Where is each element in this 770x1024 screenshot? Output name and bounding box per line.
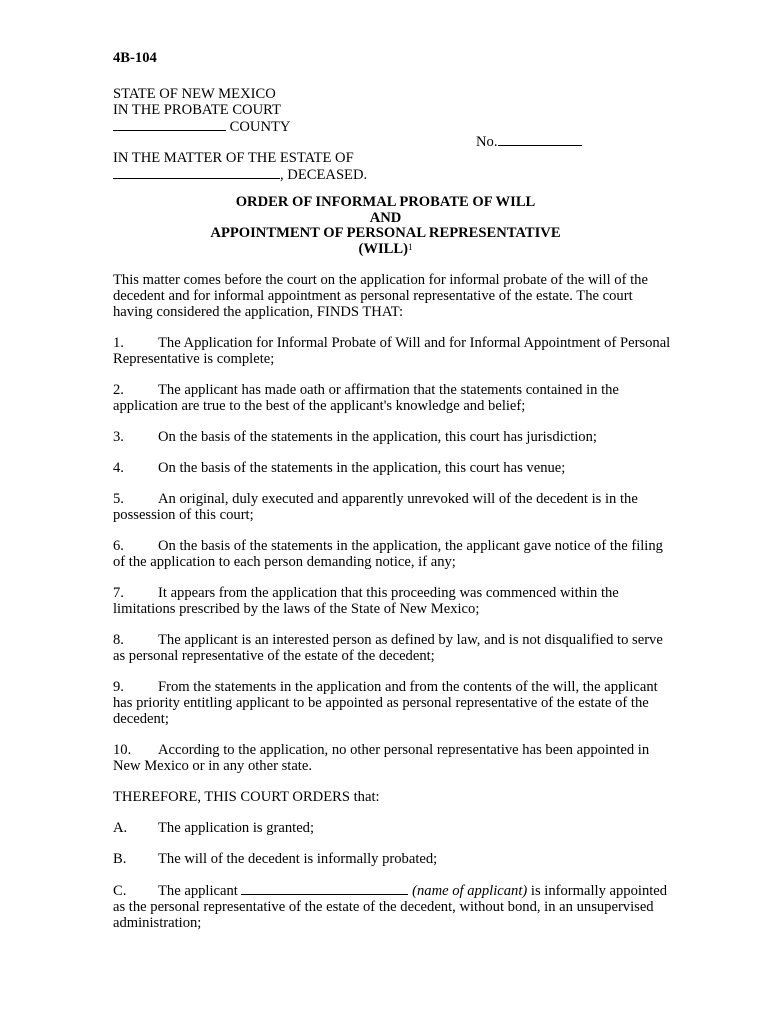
title-line-3: APPOINTMENT OF PERSONAL REPRESENTATIVE bbox=[210, 225, 561, 241]
form-number: 4B-104 bbox=[113, 50, 157, 66]
order-item bbox=[113, 882, 673, 931]
order-text: The will of the decedent is informally probated; bbox=[158, 851, 438, 867]
order-letter: A. bbox=[113, 820, 128, 836]
finding-item bbox=[113, 585, 673, 617]
title-will: (WILL) bbox=[358, 240, 408, 257]
finding-number: 4. bbox=[113, 460, 124, 476]
orders-heading: THEREFORE, THIS COURT ORDERS that: bbox=[113, 789, 380, 805]
deceased-label: , DECEASED. bbox=[280, 167, 368, 183]
finding-text: The applicant is an interested person as defined by law, and is not disqualified to serve as personal representative of the estate of the decedent; bbox=[113, 632, 663, 664]
order-text: The application is granted; bbox=[158, 820, 315, 836]
finding-text: The applicant has made oath or affirmation that the statements contained in the application are true to the best of the applicant's knowledge and belief; bbox=[113, 382, 619, 414]
finding-number: 7. bbox=[113, 585, 124, 601]
court-line: IN THE PROBATE COURT bbox=[113, 102, 281, 118]
county-blank[interactable] bbox=[113, 118, 226, 131]
order-letter: B. bbox=[113, 851, 127, 867]
decedent-name-blank[interactable] bbox=[113, 166, 280, 179]
order-letter: C. bbox=[113, 883, 127, 899]
finding-item bbox=[113, 491, 673, 523]
state-line: STATE OF NEW MEXICO bbox=[113, 86, 276, 102]
finding-item bbox=[113, 538, 673, 570]
finding-text: It appears from the application that this proceeding was commenced within the limitations prescribed by the laws of the State of New Mexico; bbox=[113, 585, 619, 617]
finding-item bbox=[113, 460, 673, 476]
finding-text: On the basis of the statements in the application, this court has jurisdiction; bbox=[158, 429, 597, 445]
case-number-row bbox=[113, 134, 673, 150]
finding-text: The Application for Informal Probate of Will and for Informal Appointment of Personal Representative is complete; bbox=[113, 335, 671, 367]
finding-text: On the basis of the statements in the application, this court has venue; bbox=[158, 460, 566, 476]
intro-paragraph: This matter comes before the court on the application for informal probate of the will of the decedent and for informal appointment as personal representative of the estate. The court having considered the application, FINDS THAT: bbox=[113, 272, 648, 320]
finding-number: 2. bbox=[113, 382, 124, 398]
finding-text: From the statements in the application and from the contents of the will, the applicant has priority entitling applicant to be appointed as personal representative of the estate of the decedent; bbox=[113, 679, 658, 727]
finding-text: An original, duly executed and apparently unrevoked will of the decedent is in the possession of this court; bbox=[113, 491, 638, 523]
finding-item bbox=[113, 429, 673, 445]
finding-number: 9. bbox=[113, 679, 124, 695]
findings-list bbox=[113, 335, 673, 774]
finding-item bbox=[113, 742, 673, 774]
applicant-hint: (name of applicant) bbox=[412, 883, 528, 899]
document-page bbox=[113, 50, 673, 931]
matter-line: IN THE MATTER OF THE ESTATE OF bbox=[113, 150, 354, 166]
finding-number: 10. bbox=[113, 742, 132, 758]
order-item bbox=[113, 851, 673, 867]
order-text-prefix: The applicant bbox=[158, 883, 242, 899]
footnote-mark: 1 bbox=[407, 241, 413, 252]
finding-text: On the basis of the statements in the application, the applicant gave notice of the filing of the application to each person demanding notice, if any; bbox=[113, 538, 663, 570]
finding-number: 8. bbox=[113, 632, 124, 648]
case-number-label: No. bbox=[476, 134, 498, 150]
finding-item bbox=[113, 382, 673, 414]
finding-number: 6. bbox=[113, 538, 124, 554]
case-number-blank[interactable] bbox=[498, 133, 582, 146]
orders-list bbox=[113, 820, 673, 931]
finding-number: 1. bbox=[113, 335, 124, 351]
court-caption bbox=[113, 86, 673, 182]
title-line-1: ORDER OF INFORMAL PROBATE OF WILL bbox=[235, 194, 536, 210]
case-number bbox=[476, 133, 582, 150]
order-item bbox=[113, 820, 673, 836]
finding-text: According to the application, no other personal representative has been appointed in New Mexico or in any other state. bbox=[113, 742, 650, 774]
finding-item bbox=[113, 679, 673, 727]
finding-number: 3. bbox=[113, 429, 124, 445]
document-title bbox=[113, 194, 658, 256]
county-label: COUNTY bbox=[226, 119, 291, 135]
finding-item bbox=[113, 632, 673, 664]
finding-number: 5. bbox=[113, 491, 124, 507]
order-text-suffix: is informally appointed as the personal representative of the estate of the decedent, without bond, in an unsupervised administration; bbox=[113, 883, 668, 931]
county-line bbox=[113, 118, 673, 134]
title-line-2: AND bbox=[369, 209, 402, 226]
applicant-name-blank[interactable] bbox=[241, 882, 408, 895]
finding-item bbox=[113, 335, 673, 367]
title-line-4 bbox=[113, 241, 658, 257]
deceased-line bbox=[113, 166, 673, 182]
